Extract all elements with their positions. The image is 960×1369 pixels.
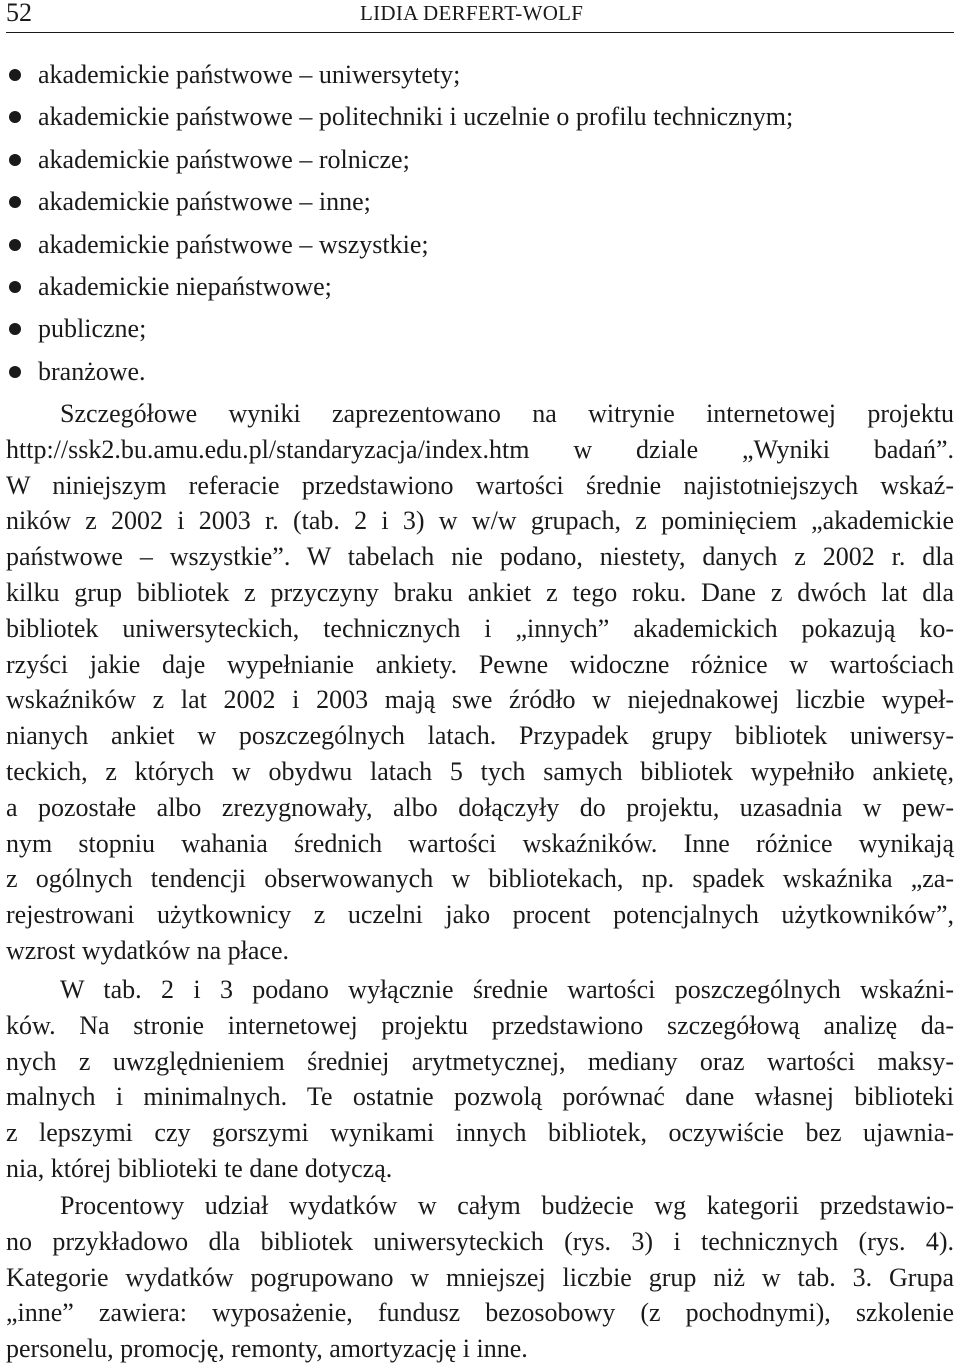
list-item-text: akademickie państwowe – inne;	[38, 187, 371, 217]
list-item-text: akademickie niepaństwowe;	[38, 271, 332, 301]
paragraph-line: z ogólnych tendencji obserwowanych w bibliotekach, np. spadek wskaźnika „za-	[6, 864, 954, 894]
page-number: 52	[6, 0, 32, 27]
paragraph-line: wzrost wydatków na płace.	[6, 935, 290, 965]
list-item-text: akademickie państwowe – politechniki i uczelnie o profilu technicznym;	[38, 102, 794, 132]
paragraph-line: kilku grup bibliotek z przyczyny braku ankiet z tego roku. Dane z dwóch lat dla	[6, 577, 954, 607]
paragraph-line: rejestrowani użytkownicy z uczelni jako procent potencjalnych użytkowników”,	[6, 900, 954, 930]
paragraph-line: państwowe – wszystkie”. W tabelach nie podano, niestety, danych z 2002 r. dla	[6, 542, 954, 572]
paragraph-line: Kategorie wydatków pogrupowano w mniejszej liczbie grup niż w tab. 3. Grupa	[6, 1262, 954, 1292]
list-item	[6, 96, 954, 138]
bullet-icon	[9, 366, 21, 378]
document-page	[6, 0, 954, 1364]
bullet-icon	[9, 196, 21, 208]
paragraph-line: malnych i minimalnych. Te ostatnie pozwolą porównać dane własnej biblioteki	[6, 1082, 954, 1112]
paragraph-line: Szczegółowe wyniki zaprezentowano na witrynie internetowej projektu	[60, 399, 954, 428]
paragraph-line: bibliotek uniwersyteckich, technicznych i „innych” akademickich pokazują ko-	[6, 613, 954, 643]
bullet-icon	[9, 69, 21, 81]
paragraph-line: ników z 2002 i 2003 r. (tab. 2 i 3) w w/w grupach, z pominięciem „akademickie	[6, 506, 954, 536]
bullet-icon	[9, 281, 21, 293]
paragraph-line: „inne” zawiera: wyposażenie, fundusz bezosobowy (z pochodnymi), szkolenie	[6, 1298, 954, 1328]
running-title: LIDIA DERFERT-WOLF	[360, 1, 584, 25]
list-item	[6, 139, 954, 181]
paragraph-line: no przykładowo dla bibliotek uniwersyteckich (rys. 3) i technicznych (rys. 4).	[6, 1226, 954, 1256]
paragraph-line: z lepszymi czy gorszymi wynikami innych bibliotek, oczywiście bez ujawnia-	[6, 1118, 954, 1148]
paragraph-tables	[6, 972, 954, 1187]
bullet-icon	[9, 323, 21, 335]
paragraph-line: teckich, z których w obydwu latach 5 tych samych bibliotek wypełniło ankietę,	[6, 756, 954, 786]
list-item	[6, 181, 954, 223]
bullet-list	[6, 54, 954, 393]
paragraph-line: a pozostałe albo zrezygnowały, albo dołączyły do projektu, uzasadnia w pew-	[6, 792, 954, 822]
paragraph-line: nym stopniu wahania średnich wartości wskaźników. Inne różnice wynikają	[6, 828, 954, 858]
paragraph-line: W tab. 2 i 3 podano wyłącznie średnie wartości poszczególnych wskaźni-	[60, 975, 954, 1004]
paragraph-expenses	[6, 1188, 954, 1367]
paragraph-line: rzyści jakie daje wypełnianie ankiety. Pewne widoczne różnice w wartościach	[6, 649, 954, 679]
list-item-text: akademickie państwowe – rolnicze;	[38, 144, 410, 174]
paragraph-line: Procentowy udział wydatków w całym budżecie wg kategorii przedstawio-	[60, 1191, 954, 1220]
paragraph-results	[6, 396, 954, 969]
paragraph-line: personelu, promocję, remonty, amortyzację i inne.	[6, 1334, 528, 1364]
paragraph-line: http://ssk2.bu.amu.edu.pl/standaryzacja/index.htm w dziale „Wyniki badań”.	[6, 434, 954, 464]
list-item	[6, 224, 954, 266]
paragraph-line: nych z uwzględnieniem średniej arytmetycznej, mediany oraz wartości maksy-	[6, 1046, 954, 1076]
list-item	[6, 308, 954, 350]
list-item	[6, 266, 954, 308]
list-item-text: branżowe.	[38, 356, 146, 386]
paragraph-line: ków. Na stronie internetowej projektu przedstawiono szczegółową analizę da-	[6, 1010, 954, 1040]
paragraph-line: nianych ankiet w poszczególnych latach. Przypadek grupy bibliotek uniwersy-	[6, 721, 954, 751]
list-item	[6, 351, 954, 393]
bullet-icon	[9, 239, 21, 251]
bullet-icon	[9, 111, 21, 123]
bullet-icon	[9, 154, 21, 166]
list-item-text: akademickie państwowe – wszystkie;	[38, 229, 429, 259]
list-item-text: publiczne;	[38, 314, 147, 344]
list-item	[6, 54, 954, 96]
running-header	[6, 0, 954, 33]
paragraph-line: W niniejszym referacie przedstawiono wartości średnie najistotniejszych wskaź-	[6, 470, 954, 500]
paragraph-line: nia, której biblioteki te dane dotyczą.	[6, 1153, 393, 1183]
paragraph-line: wskaźników z lat 2002 i 2003 mają swe źródło w niejednakowej liczbie wypeł-	[6, 685, 954, 715]
list-item-text: akademickie państwowe – uniwersytety;	[38, 60, 461, 89]
